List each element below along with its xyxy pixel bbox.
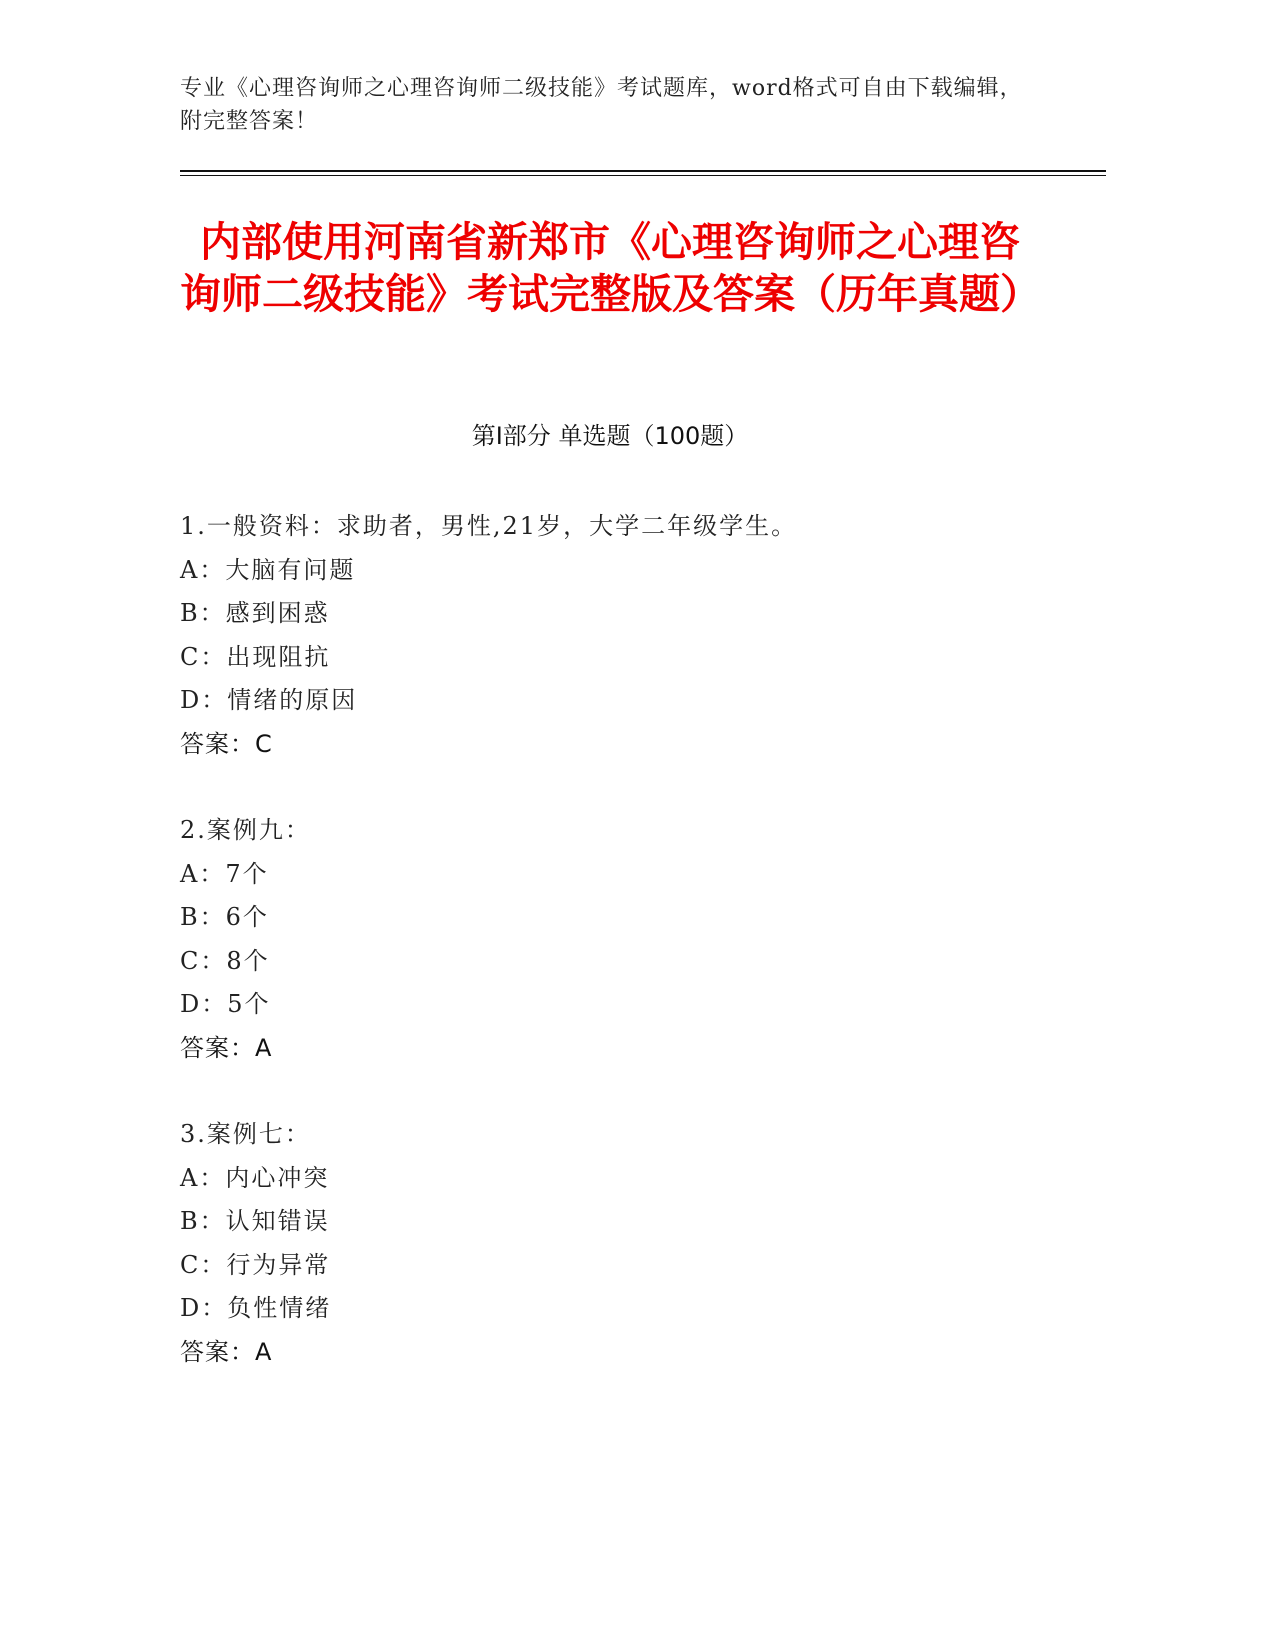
option-b: B：认知错误	[180, 1207, 330, 1235]
question-3	[180, 1113, 1060, 1374]
option-c: C：8个	[180, 946, 270, 975]
answer-line: 答案：A	[180, 1033, 273, 1062]
question-list	[180, 505, 1060, 1417]
answer-line: 答案：C	[180, 729, 273, 758]
question-2	[180, 809, 1060, 1070]
answer-line: 答案：A	[180, 1337, 273, 1366]
section-heading: 第Ⅰ部分 单选题（100题）	[471, 422, 749, 450]
option-a: A：内心冲突	[180, 1163, 330, 1192]
option-d: D：情绪的原因	[180, 686, 358, 714]
option-a: A：大脑有问题	[180, 555, 356, 584]
header-note: 专业《心理咨询师之心理咨询师二级技能》考试题库，word格式可自由下载编辑，附完整答案！	[180, 76, 1023, 134]
option-b: B：6个	[180, 903, 269, 931]
option-c: C：出现阻抗	[180, 642, 331, 671]
option-b: B：感到困惑	[180, 599, 330, 627]
question-stem: 3.案例七：	[180, 1120, 311, 1148]
header-divider-thick	[180, 170, 1106, 172]
document-title: 内部使用河南省新郑市《心理咨询师之心理咨询师二级技能》考试完整版及答案（历年真题）	[180, 218, 1041, 318]
option-d: D：负性情绪	[180, 1294, 332, 1322]
question-stem: 2.案例九：	[180, 816, 311, 844]
option-d: D：5个	[180, 990, 271, 1018]
question-stem: 1.一般资料：求助者，男性,21岁，大学二年级学生。	[180, 512, 798, 540]
option-a: A：7个	[180, 859, 269, 888]
header-divider-thin	[180, 175, 1106, 176]
option-c: C：行为异常	[180, 1250, 331, 1279]
question-1	[180, 505, 1060, 766]
